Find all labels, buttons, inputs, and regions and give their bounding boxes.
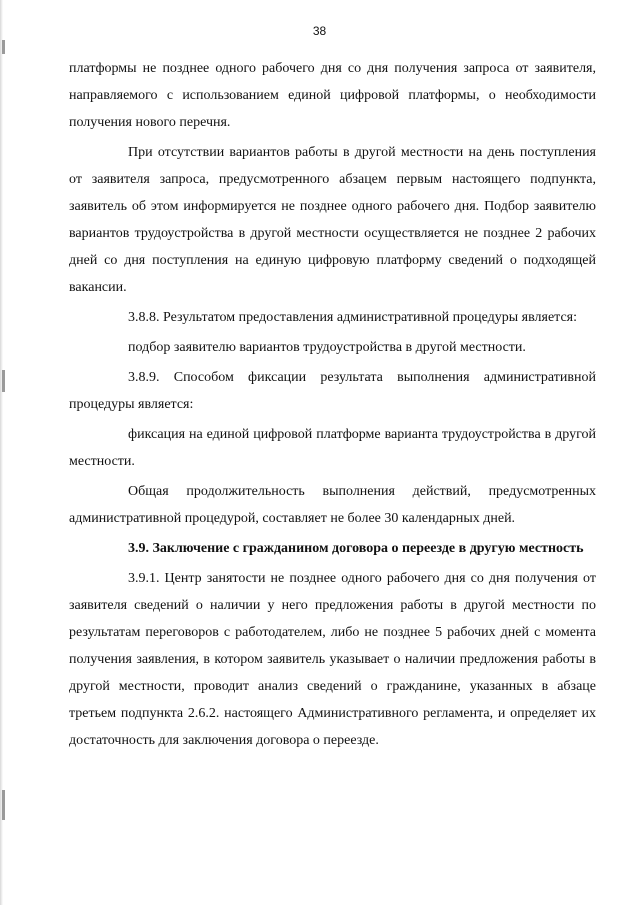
section-heading-3-9: 3.9. Заключение с гражданином договора о переезде в другую местность bbox=[128, 541, 584, 556]
scan-edge bbox=[0, 0, 3, 905]
paragraph-result: подбор заявителю вариантов трудоустройства в другой местности. bbox=[128, 340, 526, 355]
scan-mark bbox=[2, 370, 5, 392]
page-number: 38 bbox=[312, 24, 327, 38]
paragraph-duration: Общая продолжительность выполнения действий, предусмотренных административной процедурой, составляет не более 30 календарных дней. bbox=[69, 484, 596, 526]
document-body bbox=[69, 55, 596, 754]
paragraph-3-8-8: 3.8.8. Результатом предоставления административной процедуры является: bbox=[128, 310, 577, 325]
scan-mark bbox=[2, 790, 5, 820]
paragraph-3-9-1: 3.9.1. Центр занятости не позднее одного рабочего дня со дня получения от заявителя сведений о наличии у него предложения работы в другой местности по результатам переговоров с работодателем, либо не позднее 5 рабочих дней с момента получения заявления, в котором заявитель указывает о наличии предложения работы в другой местности, проводит анализ сведений о гражданине, указанных в абзаце третьем подпункта 2.6.2. настоящего Административного регламента, и определяет их достаточность для заключения договора о переезде. bbox=[69, 571, 596, 748]
paragraph-continuation: платформы не позднее одного рабочего дня со дня получения запроса от заявителя, направляемого с использованием единой цифровой платформы, о необходимости получения нового перечня. bbox=[69, 61, 596, 130]
paragraph-3-8-9: 3.8.9. Способом фиксации результата выполнения административной процедуры является: bbox=[69, 370, 596, 412]
paragraph-no-vacancies: При отсутствии вариантов работы в другой местности на день поступления от заявителя запроса, предусмотренного абзацем первым настоящего подпункта, заявитель об этом информируется не позднее одного рабочего дня. Подбор заявителю вариантов трудоустройства в другой местности осуществляется не позднее 2 рабочих дней со дня поступления на единую цифровую платформу сведений о подходящей вакансии. bbox=[69, 145, 596, 295]
paragraph-fixation: фиксация на единой цифровой платформе варианта трудоустройства в другой местности. bbox=[69, 427, 596, 469]
scan-mark bbox=[2, 40, 5, 54]
